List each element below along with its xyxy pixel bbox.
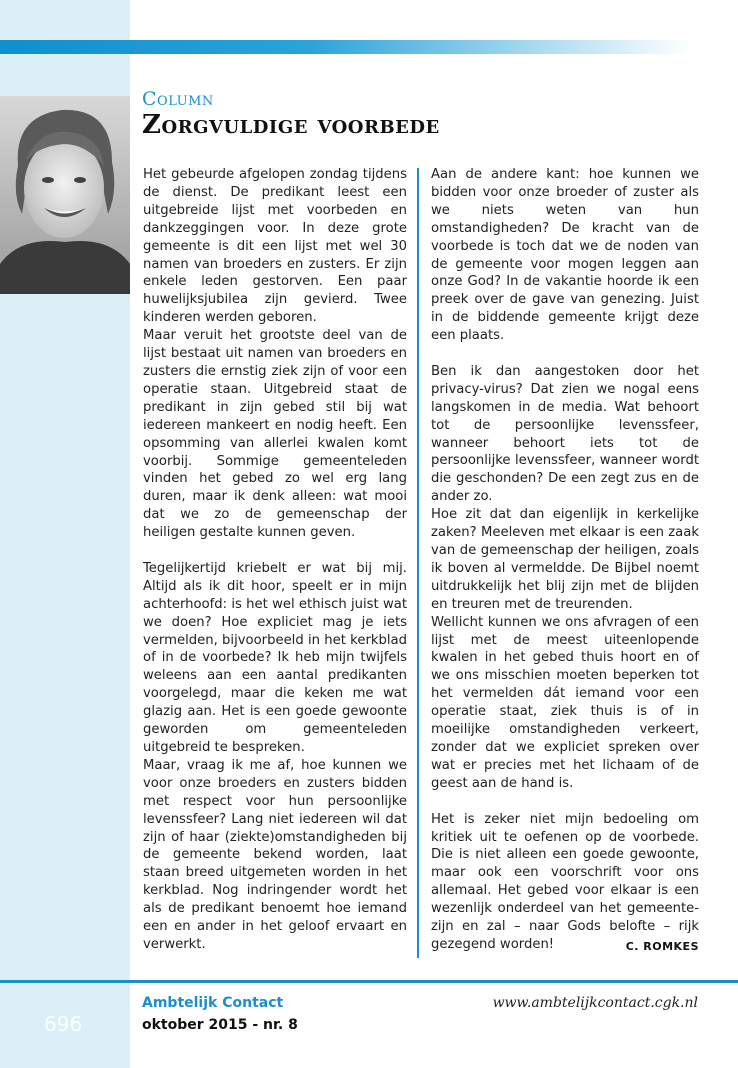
column-kicker: Column (142, 88, 214, 110)
article-column-left (143, 166, 407, 954)
paragraph: Wellicht kunnen we ons afvragen of een lijst met de meest uiteenlopende kwalen in het gebed thuis hoort en of we ons misschien moeten beperken tot het vermelden dát iemand voor een operatie staat, ziek thuis is of in moeilijke omstandigheden verkeert, zonder dat we expliciet spreken over wat er precies met het lichaam of de geest aan de hand is. (431, 614, 699, 791)
header-gradient-bar (0, 40, 690, 54)
author-byline: C. ROMKES (625, 940, 699, 953)
publication-name: Ambtelijk Contact (142, 995, 284, 1011)
paragraph: Het gebeurde afgelopen zondag tijdens de dienst. De predikant leest een uitgebreide lijst met voorbeden en dankzeggingen voor. In deze grote gemeente is dit een lijst met wel 30 namen van broeders en zusters. Er zijn enkele leden gestorven. Een paar huwelijksjubilea zijn gevierd. Twee kinderen werden geboren. (143, 167, 407, 326)
article-title: Zorgvuldige voorbede (142, 110, 440, 140)
footer-rule (0, 980, 738, 983)
website-link[interactable]: www.ambtelijkcontact.cgk.nl (492, 995, 698, 1011)
paragraph: Maar, vraag ik me af, hoe kunnen we voor onze broeders en zusters bidden met respect voor hun persoonlijke levenssfeer? Lang niet iedereen wil dat zijn of haar (ziekte)omstandigheden bij de gemeente bekend worden, laat staan breed uitgemeten worden in het kerkblad. Nog indringender wordt het als de predikant benoemt hoe iemand een en ander in het geloof ervaart en verwerkt. (143, 757, 407, 952)
page-number: 696 (44, 1012, 83, 1036)
issue-date: oktober 2015 - nr. 8 (142, 1017, 298, 1033)
author-photo (0, 96, 130, 294)
paragraph: Aan de andere kant: hoe kunnen we bidden voor onze broeder of zuster als we niets weten van hun omstandigheden? De kracht van de voorbede is toch dat we de noden van de gemeente voor mogen leggen aan onze God? In de vakantie hoorde ik een preek over de gave van genezing. Juist in de biddende gemeente krijgt deze een plaats. (431, 167, 699, 344)
paragraph: Hoe zit dat dan eigenlijk in kerkelijke zaken? Meeleven met elkaar is een zaak van de gemeenschap der heiligen, zoals ik boven al vermeldde. De Bijbel noemt uitdrukkelijk het blij zijn met de blijden en treuren met de treurenden. (431, 507, 699, 612)
paragraph: Ben ik dan aangestoken door het privacy-virus? Dat zien we nogal eens langskomen in de media. Wat behoort tot de persoonlijke levenssfeer, wanneer behoort iets tot de persoonlijke levenssfeer, wanneer wordt die geschonden? De een zegt zus en de ander zo. (431, 363, 699, 505)
paragraph: Tegelijkertijd kriebelt er wat bij mij. Altijd als ik dit hoor, speelt er in mijn achterhoofd: is het wel ethisch juist wat we doen? Hoe expliciet mag je iets vermelden, bijvoorbeeld in het kerkblad of in de voorbede? Ik heb mijn twijfels weleens aan een aantal predikanten voorgelegd, maar die keken me wat glazig aan. Het is een goede gewoonte geworden om gemeenteleden uitgebreid te bespreken. (143, 560, 407, 755)
paragraph: Het is zeker niet mijn bedoeling om kritiek uit te oefenen op de voorbede. Die is niet alleen een goede gewoonte, maar ook een voorschrift voor ons allemaal. Het gebed voor elkaar is een wezenlijk onderdeel van het gemeente-zijn en zal – naar Gods belofte – rijk gezegend worden! (431, 811, 699, 952)
paragraph: Maar veruit het grootste deel van de lijst bestaat uit namen van broeders en zusters die ernstig ziek zijn of voor een operatie staan. Uitgebreid staat de predikant in zijn gebed stil bij wat iedereen mankeert en nodig heeft. Een opsomming van allerlei kwalen komt voorbij. Sommige gemeenteleden vinden het gebed zo wel erg lang duren, maar ik denk alleen: wat mooi dat we zo de gemeenschap der heiligen gestalte kunnen geven. (143, 328, 407, 541)
article-column-right (431, 166, 699, 954)
column-divider (417, 168, 419, 958)
